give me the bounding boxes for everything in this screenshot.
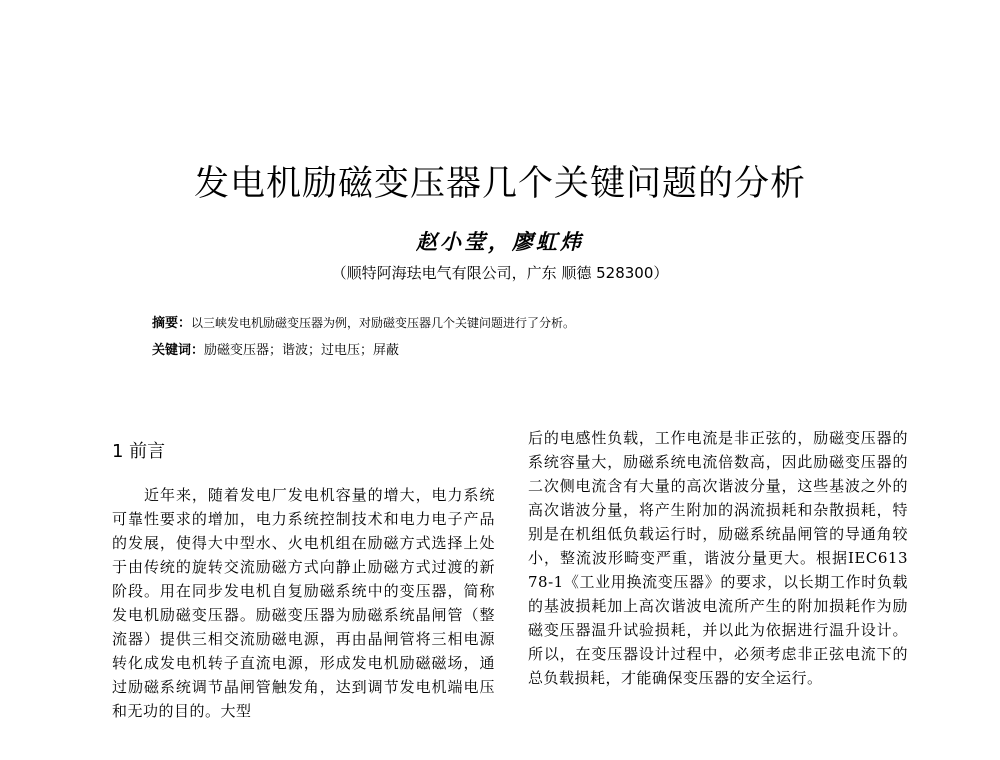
abstract-text: 以三峡发电机励磁变压器为例，对励磁变压器几个关键问题进行了分析。 bbox=[191, 316, 576, 330]
keywords-text: 励磁变压器；谐波；过电压；屏蔽 bbox=[204, 343, 400, 358]
body-text-left-column: 近年来，随着发电厂发电机容量的增大，电力系统可靠性要求的增加，电力系统控制技术和电力电子产品的发展，使得大中型水、火电机组在励磁方式选择上处于由传统的旋转交流励磁方式向静止励磁方式过渡的新阶段。用在同步发电机自复励磁系统中的变压器，简称发电机励磁变压器。励磁变压器为励磁系统晶闸管（整流器）提供三相交流励磁电源，再由晶闸管将三相电源转化成发电机转子直流电源，形成发电机励磁磁场，通过励磁系统调节晶闸管触发角，达到调节发电机端电压和无功的目的。大型 bbox=[112, 486, 495, 720]
body-text-right-column: 后的电感性负载，工作电流是非正弦的，励磁变压器的系统容量大，励磁系统电流倍数高，因此励磁变压器的二次侧电流含有大量的高次谐波分量，这些基波之外的高次谐波分量，将产生附加的涡流损耗和杂散损耗，特别是在机组低负载运行时，励磁系统晶闸管的导通角较小，整流波形畸变严重，谐波分量更大。根据IEC61378-1《工业用换流变压器》的要求，以长期工作时负载的基波损耗加上高次谐波电流所产生的附加损耗作为励磁变压器温升试验损耗，并以此为依据进行温升设计。所以，在变压器设计过程中，必须考虑非正弦电流下的总负载损耗，才能确保变压器的安全运行。 bbox=[528, 429, 908, 687]
paper-title: 发电机励磁变压器几个关键问题的分析 bbox=[193, 164, 806, 205]
keywords bbox=[152, 339, 399, 358]
section-heading: 1 前言 bbox=[112, 441, 166, 462]
author-affiliation: （顺特阿海珐电气有限公司，广东 顺德 528300） bbox=[331, 264, 669, 282]
abstract bbox=[152, 312, 575, 331]
abstract-label: 摘要： bbox=[152, 316, 192, 331]
keywords-label: 关键词： bbox=[152, 343, 205, 358]
author-names: 赵小莹，廖虹炜 bbox=[416, 229, 584, 254]
